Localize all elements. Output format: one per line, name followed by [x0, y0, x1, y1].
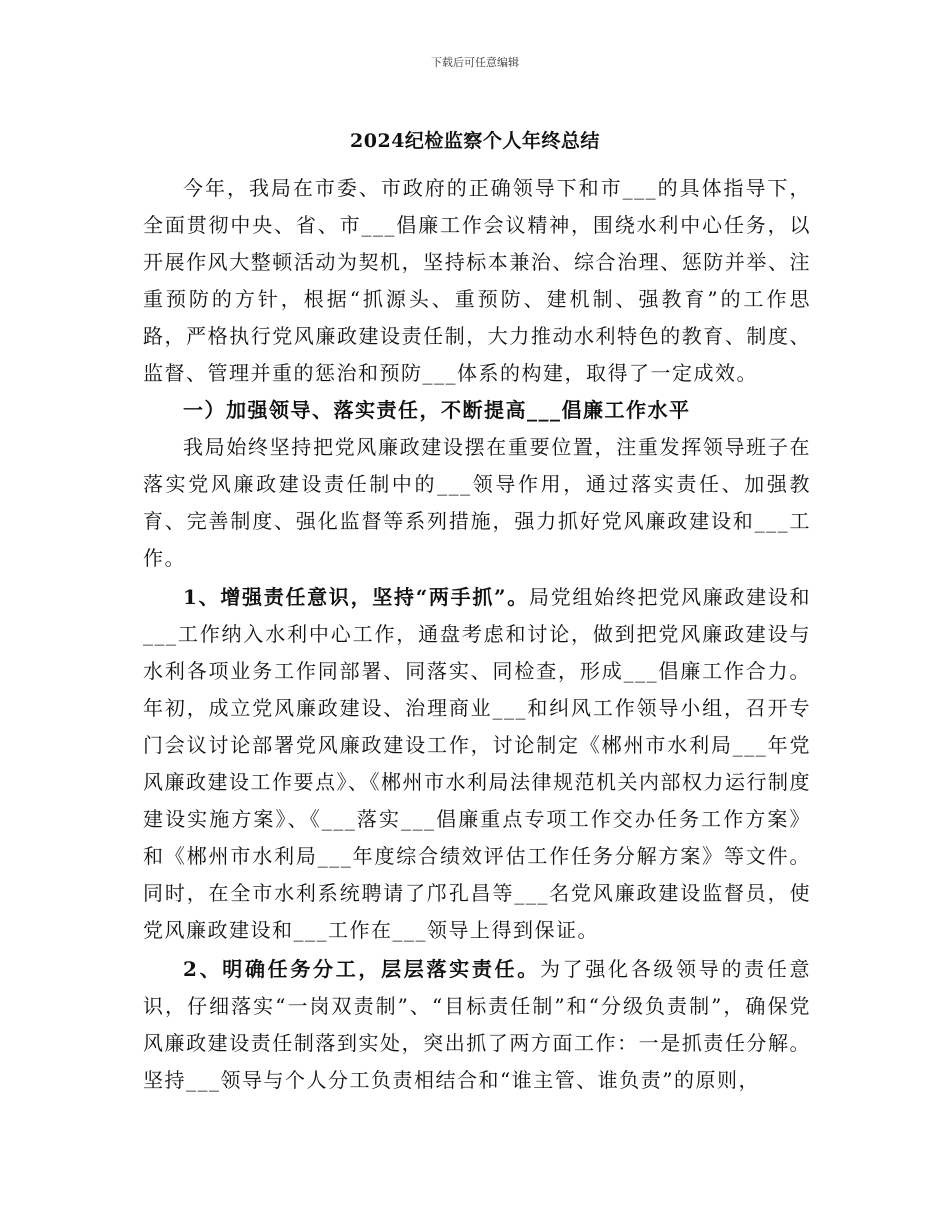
intro-paragraph: 今年，我局在市委、市政府的正确领导下和市___的具体指导下，全面贯彻中央、省、市___倡廉工作会议精神，围绕水利中心任务，以开展作风大整顿活动为契机，坚持标本兼治、综合治理、惩防并举、注重预防的方针，根据“抓源头、重预防、建机制、强教育”的工作思路，严格执行党风廉政建设责任制，大力推动水利特色的教育、制度、监督、管理并重的惩治和预防___体系的构建，取得了一定成效。 — [143, 176, 811, 385]
item-2-paragraph — [143, 951, 811, 1099]
item-2-lead: 2、明确任务分工，层层落实责任。 — [183, 957, 540, 981]
page-header-note: 下载后可任意编辑 — [431, 56, 519, 69]
section-heading: 一）加强领导、落实责任，不断提高___倡廉工作水平 — [183, 398, 691, 422]
section-intro-paragraph: 我局始终坚持把党风廉政建设摆在重要位置，注重发挥领导班子在落实党风廉政建设责任制中的___领导作用，通过落实责任、加强教育、完善制度、强化监督等系列措施，强力抓好党风廉政建设和___工作。 — [143, 435, 811, 570]
item-1-body: 局党组始终把党风廉政建设和___工作纳入水利中心工作，通盘考虑和讨论，做到把党风廉政建设与水利各项业务工作同部署、同落实、同检查，形成___倡廉工作合力。年初，成立党风廉政建设、治理商业___和纠风工作领导小组，召开专门会议讨论部署党风廉政建设工作，讨论制定《郴州市水利局___年党风廉政建设工作要点》、《郴州市水利局法律规范机关内部权力运行制度建设实施方案》、《___落实___倡廉重点专项工作交办任务工作方案》和《郴州市水利局___年度综合绩效评估工作任务分解方案》等文件。同时，在全市水利系统聘请了邝孔昌等___名党风廉政建设监督员，使党风廉政建设和___工作在___领导上得到保证。 — [143, 585, 811, 942]
item-2-body: 为了强化各级领导的责任意识，仔细落实“一岗双责制”、“目标责任制”和“分级负责制”，确保党风廉政建设责任制落到实处，突出抓了两方面工作：一是抓责任分解。坚持___领导与个人分工负责相结合和“谁主管、谁负责”的原则， — [143, 957, 812, 1092]
document-body — [143, 170, 811, 1099]
item-1-paragraph — [143, 579, 811, 949]
document-title: 2024纪检监察个人年终总结 — [350, 130, 600, 152]
item-1-lead: 1、增强责任意识，坚持“两手抓”。 — [183, 585, 529, 609]
